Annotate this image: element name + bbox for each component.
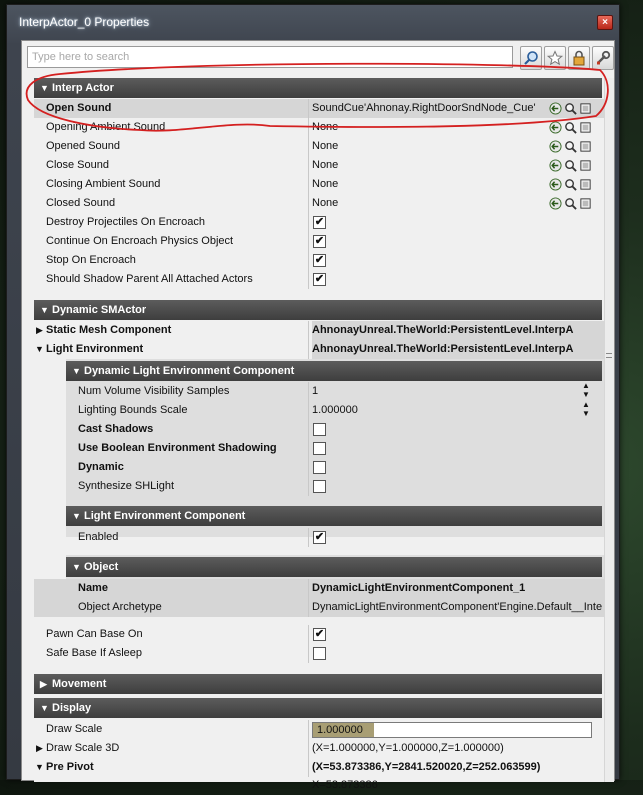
checkbox[interactable]: ✔ (314, 254, 325, 266)
find-magnifier-icon (564, 178, 577, 191)
category-label: Dynamic SMActor (52, 304, 147, 316)
property-row-open-sound[interactable] (34, 99, 604, 118)
checkbox[interactable] (313, 461, 326, 474)
find-magnifier-icon (564, 159, 577, 172)
checkbox[interactable] (313, 647, 326, 660)
property-row-draw-scale-3d[interactable] (34, 739, 604, 758)
checkbox[interactable]: ✔ (314, 273, 325, 285)
properties-panel (21, 40, 615, 791)
settings-icon (595, 50, 611, 66)
property-row-pawn-can-base-on[interactable] (34, 625, 604, 644)
property-row-boolean-env-shadowing[interactable] (34, 439, 604, 458)
toolbar (22, 41, 614, 75)
category-interp-actor[interactable] (34, 78, 602, 98)
property-row-object-archetype[interactable] (34, 598, 604, 617)
find-magnifier-icon (564, 197, 577, 210)
use-selected-arrow-icon (549, 140, 562, 153)
find-in-browser-button[interactable] (563, 101, 577, 115)
property-value[interactable]: 1.000000 (312, 404, 358, 416)
close-button[interactable]: × (597, 15, 613, 30)
property-value[interactable]: None (312, 159, 339, 171)
category-label: Interp Actor (52, 82, 114, 94)
spinner-icon[interactable] (582, 383, 592, 400)
property-row-closing-ambient-sound[interactable] (34, 175, 604, 194)
use-selected-arrow-icon (549, 102, 562, 115)
property-row-destroy-projectiles[interactable] (34, 213, 604, 232)
property-row-cast-shadows[interactable] (34, 420, 604, 439)
collapsed-arrow-icon[interactable]: ▶ (36, 325, 43, 335)
clear-icon (579, 140, 592, 153)
use-selected-arrow-icon (549, 159, 562, 172)
property-value[interactable]: 1 (312, 385, 319, 397)
property-row-static-mesh-component[interactable] (34, 321, 604, 340)
category-label: Object (84, 561, 119, 573)
property-value[interactable]: (X=1.000000,Y=1.000000,Z=1.000000) (312, 742, 504, 754)
clear-icon (579, 178, 592, 191)
find-magnifier-icon (564, 140, 577, 153)
draw-scale-slider[interactable] (312, 722, 592, 738)
find-in-browser-button[interactable] (563, 139, 577, 153)
clear-icon (579, 159, 592, 172)
property-label: Name (78, 582, 108, 594)
property-label: Static Mesh Component (46, 324, 172, 336)
category-label: Movement (52, 678, 107, 690)
search-input[interactable] (27, 46, 513, 68)
clear-icon (579, 197, 592, 210)
property-label: Lighting Bounds Scale (78, 404, 188, 416)
property-label: Enabled (78, 531, 119, 543)
property-row-enabled[interactable] (34, 528, 604, 547)
clear-button[interactable] (578, 101, 592, 115)
property-row-pre-pivot-x[interactable] (34, 776, 604, 795)
find-magnifier-icon (564, 121, 577, 134)
vertical-scrollbar[interactable] (604, 78, 614, 782)
property-row-dynamic[interactable] (34, 458, 604, 477)
window-title: InterpActor_0 Properties (19, 15, 150, 29)
property-row-safe-base-if-asleep[interactable] (34, 644, 604, 663)
properties-window (6, 4, 620, 791)
property-value[interactable]: X=53.873386 (312, 779, 378, 791)
category-label: Display (52, 702, 92, 714)
lock-button[interactable] (568, 46, 590, 70)
settings-button[interactable] (592, 46, 614, 70)
category-display[interactable] (34, 698, 602, 718)
property-row-num-volume-samples[interactable] (34, 382, 604, 401)
property-row-opening-ambient-sound[interactable] (34, 118, 604, 137)
checkbox[interactable]: ✔ (314, 235, 325, 247)
property-row-light-environment[interactable] (34, 340, 604, 359)
clear-icon (579, 102, 592, 115)
find-in-browser-button[interactable] (563, 120, 577, 134)
property-value[interactable]: None (312, 140, 339, 152)
find-in-browser-button[interactable] (563, 177, 577, 191)
checkbox[interactable] (313, 423, 326, 436)
category-dynamic-smactor[interactable] (34, 300, 602, 320)
property-row-close-sound[interactable] (34, 156, 604, 175)
use-selected-button[interactable] (548, 158, 562, 172)
expand-arrow-icon[interactable]: ▼ (40, 305, 49, 315)
property-label: Dynamic (78, 461, 124, 473)
category-object[interactable] (66, 557, 602, 577)
find-in-browser-button[interactable] (563, 158, 577, 172)
use-selected-button[interactable] (548, 177, 562, 191)
expand-arrow-icon[interactable]: ▼ (40, 703, 49, 713)
property-label: Safe Base If Asleep (46, 647, 143, 659)
property-row-draw-scale[interactable] (34, 720, 604, 739)
search-icon (523, 50, 539, 66)
use-selected-arrow-icon (549, 178, 562, 191)
collapsed-arrow-icon[interactable]: ▶ (40, 679, 47, 689)
property-value[interactable]: DynamicLightEnvironmentComponent_1 (312, 582, 526, 594)
checkbox[interactable]: ✔ (314, 628, 325, 640)
property-value[interactable]: DynamicLightEnvironmentComponent'Engine.Default__Inte (312, 601, 603, 613)
property-row-closed-sound[interactable] (34, 194, 604, 213)
property-value[interactable]: None (312, 197, 339, 209)
property-label: Should Shadow Parent All Attached Actors (46, 273, 253, 285)
category-dynamic-light-environment-component[interactable] (66, 361, 602, 381)
property-label: Continue On Encroach Physics Object (46, 235, 234, 247)
search-button[interactable] (520, 46, 542, 70)
property-row-synthesize-shlight[interactable] (34, 477, 604, 496)
property-row-name[interactable] (34, 579, 604, 598)
category-light-environment-component[interactable] (66, 506, 602, 526)
use-selected-button[interactable] (548, 101, 562, 115)
use-selected-arrow-icon (549, 197, 562, 210)
property-label: Cast Shadows (78, 423, 154, 435)
find-magnifier-icon (564, 102, 577, 115)
expanded-arrow-icon[interactable]: ▼ (35, 762, 44, 772)
property-row-lighting-bounds-scale[interactable] (34, 401, 604, 420)
scrollbar-thumb[interactable] (604, 348, 614, 364)
collapsed-arrow-icon[interactable]: ▶ (36, 743, 43, 753)
property-label: Destroy Projectiles On Encroach (46, 216, 205, 228)
checkbox[interactable]: ✔ (314, 531, 325, 543)
property-value[interactable]: AhnonayUnreal.TheWorld:PersistentLevel.InterpA (312, 321, 604, 340)
favorite-star-icon (547, 50, 563, 66)
checkbox[interactable]: ✔ (314, 216, 325, 228)
property-list (34, 78, 614, 791)
property-row-continue-encroach[interactable] (34, 232, 604, 251)
property-label: Closed Sound (46, 197, 116, 209)
property-label: Opening Ambient Sound (46, 121, 166, 133)
clear-button[interactable] (578, 196, 592, 210)
property-label: Opened Sound (46, 140, 121, 152)
property-label: Draw Scale 3D (46, 742, 120, 754)
property-label: Draw Scale (46, 723, 103, 735)
spinner-icon[interactable] (582, 402, 592, 419)
use-selected-button[interactable] (548, 196, 562, 210)
lock-icon (571, 50, 587, 66)
category-movement[interactable] (34, 674, 602, 694)
property-value[interactable]: SoundCue'Ahnonay.RightDoorSndNode_Cue' (312, 102, 536, 114)
property-label: Num Volume Visibility Samples (78, 385, 230, 397)
clear-button[interactable] (578, 158, 592, 172)
use-selected-button[interactable] (548, 120, 562, 134)
property-value[interactable]: (X=53.873386,Y=2841.520020,Z=252.063599) (312, 761, 541, 773)
expand-arrow-icon[interactable]: ▼ (72, 562, 81, 572)
checkbox[interactable] (313, 480, 326, 493)
property-label: Pawn Can Base On (46, 628, 143, 640)
property-row-opened-sound[interactable] (34, 137, 604, 156)
property-label: Synthesize SHLight (78, 480, 174, 492)
clear-button[interactable] (578, 139, 592, 153)
expanded-arrow-icon[interactable]: ▼ (35, 344, 44, 354)
property-value[interactable]: AhnonayUnreal.TheWorld:PersistentLevel.InterpA (312, 340, 604, 359)
property-label: Closing Ambient Sound (46, 178, 161, 190)
title-bar[interactable] (7, 5, 619, 35)
expand-arrow-icon[interactable]: ▼ (72, 511, 81, 521)
clear-icon (579, 121, 592, 134)
property-label: Object Archetype (78, 601, 162, 613)
category-label: Dynamic Light Environment Component (84, 365, 295, 377)
property-value[interactable]: None (312, 178, 339, 190)
find-in-browser-button[interactable] (563, 196, 577, 210)
expand-arrow-icon[interactable]: ▼ (40, 83, 49, 93)
category-label: Light Environment Component (84, 510, 246, 522)
clear-button[interactable] (578, 120, 592, 134)
checkbox[interactable] (313, 442, 326, 455)
property-row-shadow-parent[interactable] (34, 270, 604, 289)
property-label: Pre Pivot (46, 761, 94, 773)
property-label: Stop On Encroach (46, 254, 136, 266)
use-selected-arrow-icon (549, 121, 562, 134)
slider-value: 1.000000 (317, 724, 363, 736)
clear-button[interactable] (578, 177, 592, 191)
property-row-stop-on-encroach[interactable] (34, 251, 604, 270)
property-label: Use Boolean Environment Shadowing (78, 442, 277, 454)
use-selected-button[interactable] (548, 139, 562, 153)
property-label: Open Sound (46, 102, 112, 114)
expand-arrow-icon[interactable]: ▼ (72, 366, 81, 376)
property-label: Close Sound (46, 159, 109, 171)
property-value[interactable]: None (312, 121, 339, 133)
favorite-button[interactable] (544, 46, 566, 70)
property-row-pre-pivot[interactable] (34, 758, 604, 777)
property-label: Light Environment (46, 343, 144, 355)
